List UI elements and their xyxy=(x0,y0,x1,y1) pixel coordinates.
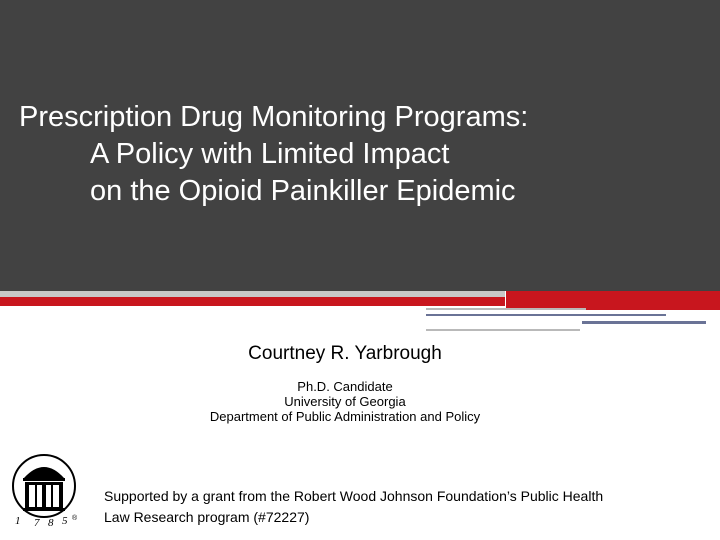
decorative-line xyxy=(582,321,706,324)
logo-year-5: 5 xyxy=(62,515,68,527)
decorative-line xyxy=(426,308,586,310)
grant-acknowledgement xyxy=(104,486,704,528)
affiliation-title: Ph.D. Candidate xyxy=(297,379,393,394)
decorative-line xyxy=(426,329,580,331)
grant-line-2: Law Research program (#72227) xyxy=(104,509,310,525)
grant-line-1: Supported by a grant from the Robert Wood Johnson Foundation’s Public Health xyxy=(104,488,604,504)
slide-title xyxy=(19,99,528,210)
affiliation-university: University of Georgia xyxy=(284,394,406,409)
title-line-3: on the Opioid Painkiller Epidemic xyxy=(90,175,516,207)
logo-year-8: 8 xyxy=(48,517,54,529)
uga-arch-logo-icon xyxy=(10,450,82,530)
decorative-line xyxy=(426,314,666,316)
red-stripe-left xyxy=(0,297,505,306)
title-line-2: A Policy with Limited Impact xyxy=(90,138,450,170)
title-line-1: Prescription Drug Monitoring Programs: xyxy=(19,101,529,133)
logo-year-7: 7 xyxy=(34,517,40,529)
affiliation-department: Department of Public Administration and Policy xyxy=(209,409,481,424)
logo-year-1: 1 xyxy=(15,515,21,527)
registered-mark: ® xyxy=(72,515,78,522)
author-name: Courtney R. Yarbrough xyxy=(248,343,442,364)
